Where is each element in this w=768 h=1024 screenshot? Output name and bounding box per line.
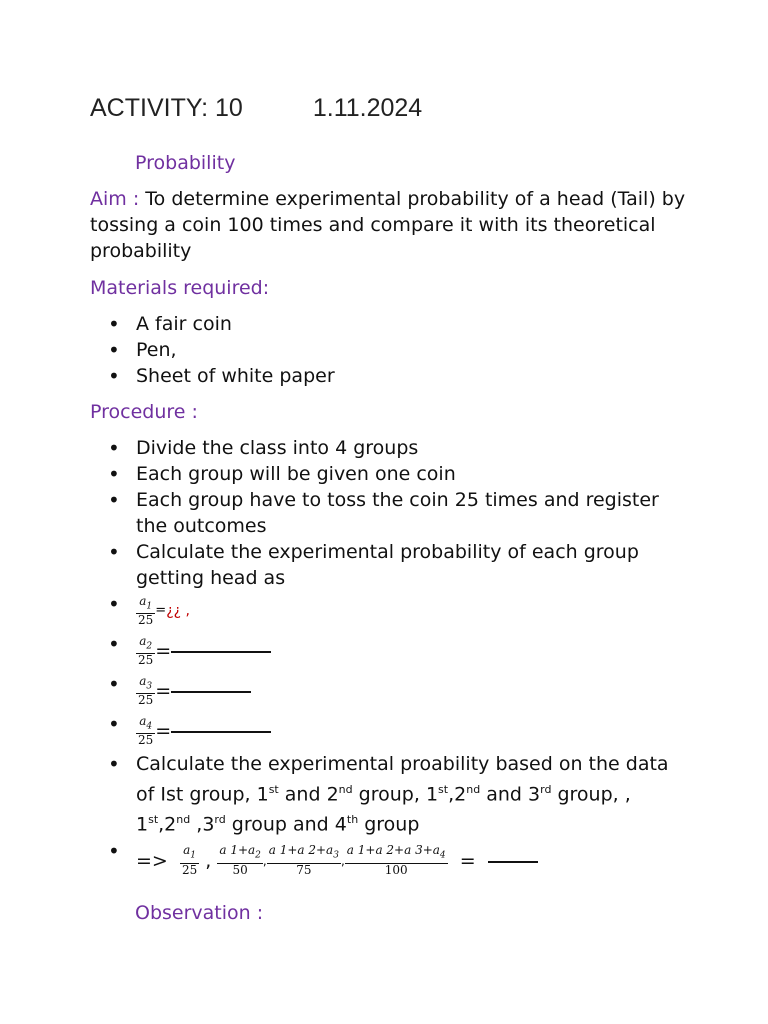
fraction: • $\frac{a_1}{25}$ xyxy=(138,593,154,628)
fraction: • $\frac{a_3}{25}$ xyxy=(138,673,154,708)
equals-sign: = xyxy=(459,849,476,872)
fraction-row-1 xyxy=(108,591,688,631)
observation-heading: Observation : xyxy=(135,902,264,924)
fraction-row-4 xyxy=(108,711,688,751)
list-item: • Sheet of white paper xyxy=(108,363,688,389)
procedure-list xyxy=(108,435,688,884)
answer-blank[interactable] xyxy=(171,649,271,653)
list-item: • A fair coin xyxy=(108,311,688,337)
aim-text: To determine experimental probability of a head (Tail) by tossing a coin 100 times and compare it with its theoretical probability xyxy=(90,188,686,262)
placeholder-glyph: ¿¿ , xyxy=(166,603,190,619)
activity-number: ACTIVITY: 10 xyxy=(90,94,243,122)
materials-heading: Materials required: xyxy=(90,277,270,299)
procedure-heading: Procedure : xyxy=(90,401,198,423)
answer-blank[interactable] xyxy=(488,859,538,863)
formula-row: • => $\frac{a_1}{25}$ , $\frac{a 1+a_2}{50}$ , $\frac{a 1+a 2+a_3}{75}$ , $\frac{a 1+a 2+a 3+a_4}{100}$ = xyxy=(108,838,688,884)
activity-title xyxy=(90,94,422,123)
list-item-calculate-groups: • Calculate the experimental proability based on the data of Ist group, 1st and 2nd group, 1st,2nd and 3rd group, , 1st,2nd ,3rd group and 4th group xyxy=(108,751,688,838)
list-item: • Divide the class into 4 groups xyxy=(108,435,688,461)
equals-sign: = xyxy=(155,640,172,662)
answer-blank[interactable] xyxy=(171,689,251,693)
fraction-row-3 xyxy=(108,671,688,711)
fraction: $\frac{a 1+a_2}{50}$ xyxy=(219,843,261,877)
subject-subtitle: Probability xyxy=(135,152,236,174)
materials-list xyxy=(108,311,688,389)
fraction: • $\frac{a_4}{25}$ xyxy=(138,713,154,748)
list-item: • Each group have to toss the coin 25 times and register the outcomes xyxy=(108,487,688,539)
list-item: • Each group will be given one coin xyxy=(108,461,688,487)
implies-arrow: • => xyxy=(136,849,168,872)
activity-date: 1.11.2024 xyxy=(312,94,423,122)
fraction-row-2 xyxy=(108,631,688,671)
equals-sign: = xyxy=(155,720,172,742)
fraction: $\frac{a_1}{25}$ xyxy=(181,843,198,877)
answer-blank[interactable] xyxy=(171,729,271,733)
equals-sign: = xyxy=(155,680,172,702)
fraction: $\frac{a 1+a 2+a 3+a_4}{100}$ xyxy=(346,843,446,877)
fraction: • $\frac{a_2}{25}$ xyxy=(138,633,154,668)
list-item: • Pen, xyxy=(108,337,688,363)
list-item: • Calculate the experimental probability of each group getting head as xyxy=(108,539,688,591)
aim-label: Aim : xyxy=(90,188,140,210)
fraction: $\frac{a 1+a 2+a_3}{75}$ xyxy=(268,843,339,877)
aim-paragraph xyxy=(90,186,690,264)
equals-sign: = xyxy=(155,603,167,618)
